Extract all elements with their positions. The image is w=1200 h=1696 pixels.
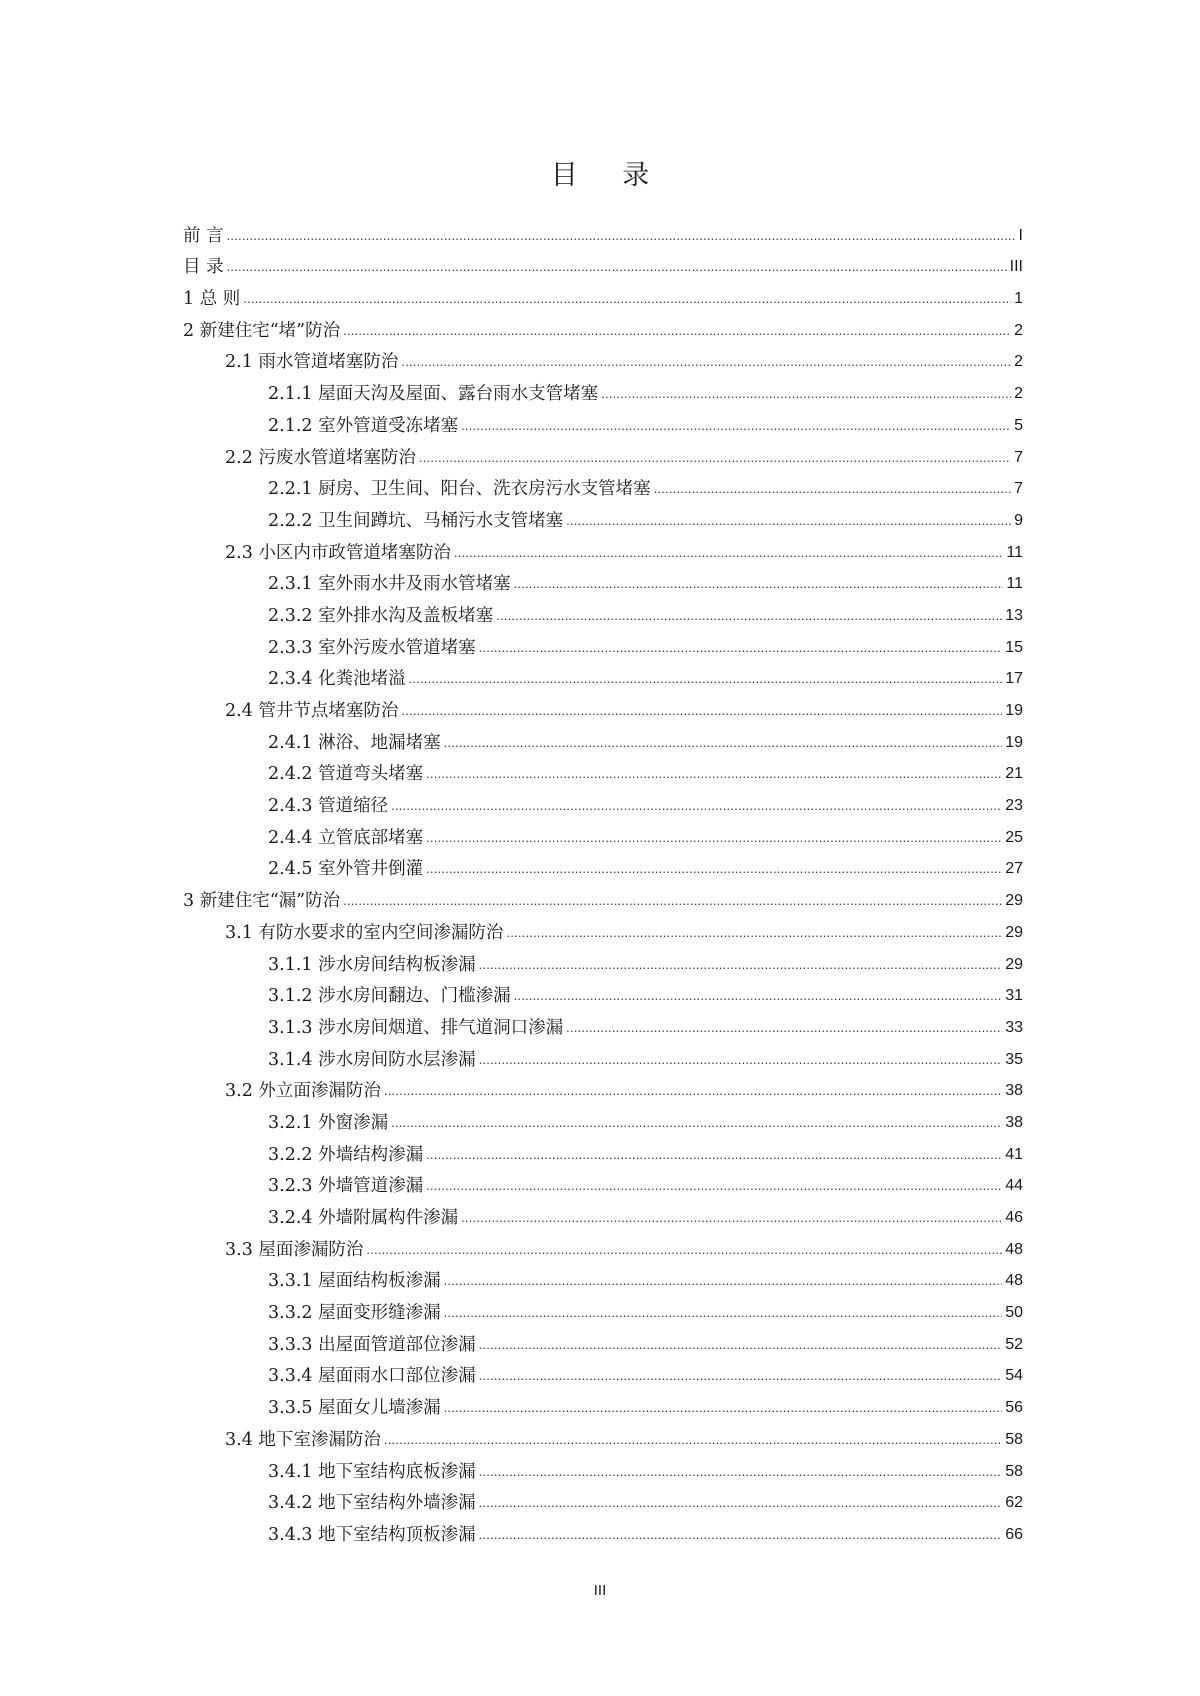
toc-entry-page: 21: [1005, 765, 1023, 783]
toc-entry-page: 29: [1005, 923, 1023, 941]
toc-entry[interactable]: [183, 881, 1023, 913]
toc-entry-title: 3.2.4 外墙附属构件渗漏: [268, 1208, 459, 1228]
toc-entry[interactable]: [183, 248, 1023, 280]
toc-dot-leader: [401, 350, 1011, 374]
toc-entry-title: 前 言: [183, 225, 224, 246]
toc-dot-leader: [514, 572, 1004, 596]
toc-dot-leader: [343, 889, 1002, 913]
toc-entry[interactable]: [183, 279, 1023, 311]
toc-entry-title: 3.4 地下室渗漏防治: [225, 1429, 381, 1450]
toc-entry-title: 2.4 管井节点堵塞防治: [225, 701, 399, 721]
toc-entry[interactable]: [183, 374, 1023, 406]
toc-entry-page: 33: [1005, 1018, 1023, 1036]
toc-entry[interactable]: [183, 1008, 1023, 1040]
toc-entry-page: III: [1009, 258, 1023, 276]
toc-dot-leader: [391, 794, 1002, 818]
toc-entry-title: 2.3.4 化粪池堵溢: [268, 669, 406, 690]
toc-dot-leader: [409, 667, 1003, 691]
toc-entry-title: 2.1.1 屋面天沟及屋面、露台雨水支管堵塞: [268, 384, 599, 405]
toc-dot-leader: [479, 1048, 1003, 1072]
toc-entry-page: 2: [1014, 321, 1023, 339]
toc-entry[interactable]: [183, 1135, 1023, 1167]
toc-entry[interactable]: [183, 311, 1023, 343]
page-title: 目 录: [550, 160, 668, 191]
toc-entry[interactable]: [183, 406, 1023, 438]
toc-entry[interactable]: [183, 501, 1023, 533]
toc-entry-title: 2.3.3 室外污废水管道堵塞: [268, 637, 476, 658]
toc-entry-title: 2.3.2 室外排水沟及盖板堵塞: [268, 605, 494, 626]
toc-entry-title: 2.4.2 管道弯头堵塞: [268, 764, 424, 785]
toc-entry[interactable]: [183, 1103, 1023, 1135]
toc-dot-leader: [479, 636, 1003, 660]
toc-dot-leader: [366, 1238, 1002, 1262]
toc-entry[interactable]: [183, 1072, 1023, 1104]
toc-entry-title: 3.2 外立面渗漏防治: [225, 1081, 381, 1102]
toc-dot-leader: [243, 287, 1011, 311]
toc-entry-title: 2.4.3 管道缩径: [268, 796, 389, 817]
toc-dot-leader: [461, 1206, 1002, 1230]
toc-entry-title: 3.1.3 涉水房间烟道、排气道洞口渗漏: [268, 1017, 564, 1038]
toc-entry-title: 2.2 污废水管道堵塞防治: [225, 447, 416, 468]
toc-entry-page: 46: [1005, 1209, 1023, 1226]
toc-entry-page: 13: [1005, 606, 1023, 624]
toc-entry-title: 3.3.1 屋面结构板渗漏: [268, 1271, 441, 1292]
toc-entry[interactable]: [183, 1388, 1023, 1420]
toc-entry-title: 3.3.4 屋面雨水口部位渗漏: [268, 1366, 476, 1387]
table-of-contents: [183, 216, 1023, 1547]
toc-dot-leader: [654, 477, 1012, 501]
toc-entry-title: 1 总 则: [183, 289, 241, 310]
toc-entry[interactable]: [183, 786, 1023, 818]
toc-entry-page: 54: [1005, 1367, 1023, 1385]
toc-entry[interactable]: [183, 1420, 1023, 1452]
toc-entry[interactable]: [183, 565, 1023, 597]
toc-entry-page: 19: [1005, 733, 1023, 751]
toc-entry-page: 29: [1005, 892, 1023, 910]
toc-entry-title: 3.4.1 地下室结构底板渗漏: [268, 1461, 476, 1482]
toc-entry-title: 3.1.2 涉水房间翻边、门槛渗漏: [268, 986, 511, 1007]
toc-entry-page: 17: [1005, 670, 1023, 688]
toc-entry-page: 23: [1005, 797, 1023, 815]
toc-entry[interactable]: [183, 1357, 1023, 1389]
toc-entry[interactable]: [183, 755, 1023, 787]
toc-entry-page: 48: [1005, 1240, 1023, 1258]
toc-dot-leader: [426, 1174, 1002, 1198]
toc-entry[interactable]: [183, 1230, 1023, 1262]
toc-dot-leader: [426, 826, 1002, 850]
toc-dot-leader: [391, 1111, 1002, 1135]
toc-entry-page: 58: [1005, 1430, 1023, 1448]
toc-entry-page: 11: [1006, 543, 1023, 561]
toc-dot-leader: [426, 1143, 1002, 1167]
toc-entry[interactable]: [183, 945, 1023, 977]
toc-entry[interactable]: [183, 596, 1023, 628]
toc-entry-page: 7: [1014, 480, 1023, 498]
toc-dot-leader: [227, 224, 1016, 248]
toc-entry-title: 2.2.1 厨房、卫生间、阳台、洗衣房污水支管堵塞: [268, 479, 651, 500]
toc-entry-title: 3.3.3 出屋面管道部位渗漏: [268, 1334, 476, 1355]
toc-entry-title: 2.3 小区内市政管道堵塞防治: [225, 542, 451, 563]
toc-entry[interactable]: [183, 977, 1023, 1009]
toc-entry-title: 3.2.1 外窗渗漏: [268, 1112, 389, 1133]
toc-entry-page: 66: [1005, 1525, 1023, 1543]
toc-dot-leader: [454, 541, 1003, 565]
toc-entry-title: 2.4.4 立管底部堵塞: [268, 827, 424, 848]
toc-dot-leader: [426, 762, 1002, 786]
toc-entry-page: 58: [1005, 1462, 1023, 1480]
toc-entry-page: 41: [1005, 1145, 1023, 1163]
toc-dot-leader: [479, 953, 1003, 977]
toc-entry-page: 50: [1005, 1304, 1023, 1322]
toc-dot-leader: [401, 699, 1002, 723]
toc-entry-page: 1: [1014, 290, 1023, 308]
toc-entry[interactable]: [183, 470, 1023, 502]
toc-entry[interactable]: [183, 438, 1023, 470]
toc-entry[interactable]: [183, 343, 1023, 375]
toc-entry-page: 9: [1014, 511, 1023, 529]
toc-entry-page: 2: [1014, 353, 1023, 371]
toc-entry[interactable]: [183, 691, 1023, 723]
toc-dot-leader: [444, 1396, 1003, 1420]
toc-entry[interactable]: [183, 818, 1023, 850]
toc-entry-page: 15: [1005, 638, 1023, 656]
toc-entry-page: 31: [1005, 987, 1023, 1005]
toc-entry-page: 27: [1005, 860, 1023, 878]
toc-entry-title: 3.2.3 外墙管道渗漏: [268, 1176, 424, 1197]
toc-entry-page: 25: [1005, 828, 1023, 846]
toc-entry-title: 目 录: [183, 257, 224, 278]
toc-entry-page: 56: [1005, 1399, 1023, 1417]
toc-entry[interactable]: [183, 1293, 1023, 1325]
toc-dot-leader: [461, 414, 1011, 438]
toc-entry[interactable]: [183, 913, 1023, 945]
page-number: III: [593, 1582, 607, 1599]
toc-entry[interactable]: [183, 1484, 1023, 1516]
toc-dot-leader: [444, 731, 1003, 755]
toc-dot-leader: [479, 1333, 1003, 1357]
toc-dot-leader: [444, 1269, 1003, 1293]
toc-dot-leader: [506, 921, 1002, 945]
toc-entry[interactable]: [183, 1167, 1023, 1199]
toc-entry[interactable]: [183, 1040, 1023, 1072]
toc-dot-leader: [566, 509, 1011, 533]
toc-entry[interactable]: [183, 1198, 1023, 1230]
toc-entry-title: 2.4.5 室外管井倒灌: [268, 859, 424, 880]
toc-entry-title: 3.1 有防水要求的室内空间渗漏防治: [225, 922, 504, 943]
toc-entry[interactable]: [183, 660, 1023, 692]
toc-entry[interactable]: [183, 628, 1023, 660]
toc-entry-page: 38: [1005, 1082, 1023, 1100]
toc-entry-page: 19: [1005, 702, 1023, 719]
toc-entry-page: 44: [1005, 1177, 1023, 1195]
toc-entry[interactable]: [183, 723, 1023, 755]
toc-entry-page: 2: [1014, 385, 1023, 403]
toc-entry-page: 5: [1014, 416, 1023, 434]
toc-dot-leader: [426, 857, 1002, 881]
toc-entry[interactable]: [183, 1452, 1023, 1484]
toc-entry-title: 2.2.2 卫生间蹲坑、马桶污水支管堵塞: [268, 510, 564, 531]
toc-entry-page: 52: [1005, 1335, 1023, 1353]
toc-entry[interactable]: [183, 216, 1023, 248]
toc-dot-leader: [479, 1491, 1003, 1515]
toc-entry-page: 62: [1005, 1494, 1023, 1512]
toc-entry-title: 3.3.5 屋面女儿墙渗漏: [268, 1398, 441, 1419]
toc-dot-leader: [479, 1523, 1003, 1547]
toc-entry[interactable]: [183, 850, 1023, 882]
toc-entry-title: 3.4.3 地下室结构顶板渗漏: [268, 1524, 476, 1545]
toc-dot-leader: [444, 1301, 1003, 1325]
toc-entry-title: 2.4.1 淋浴、地漏堵塞: [268, 732, 441, 753]
toc-entry-title: 3.3.2 屋面变形缝渗漏: [268, 1303, 441, 1324]
toc-dot-leader: [479, 1460, 1003, 1484]
toc-dot-leader: [601, 382, 1011, 406]
toc-dot-leader: [384, 1079, 1002, 1103]
toc-entry-page: 7: [1014, 448, 1023, 466]
toc-entry[interactable]: [183, 1515, 1023, 1547]
toc-entry-title: 2.1 雨水管道堵塞防治: [225, 352, 399, 373]
toc-entry-title: 2 新建住宅“堵”防治: [183, 320, 341, 341]
toc-entry-title: 3.3 屋面渗漏防治: [225, 1239, 364, 1260]
toc-dot-leader: [343, 319, 1011, 343]
toc-dot-leader: [479, 1364, 1003, 1388]
toc-dot-leader: [419, 446, 1011, 470]
toc-dot-leader: [227, 255, 1007, 279]
toc-entry-page: 29: [1005, 955, 1023, 973]
toc-entry-title: 3 新建住宅“漏”防治: [183, 891, 341, 912]
toc-entry[interactable]: [183, 1262, 1023, 1294]
toc-dot-leader: [514, 984, 1003, 1008]
toc-entry-page: 48: [1005, 1272, 1023, 1290]
toc-entry-title: 2.3.1 室外雨水井及雨水管堵塞: [268, 574, 511, 595]
toc-entry-page: 35: [1005, 1050, 1023, 1068]
toc-entry-page: 11: [1006, 575, 1023, 593]
toc-dot-leader: [566, 1016, 1002, 1040]
toc-entry-page: 38: [1005, 1113, 1023, 1131]
toc-entry[interactable]: [183, 1325, 1023, 1357]
toc-entry-title: 3.1.4 涉水房间防水层渗漏: [268, 1049, 476, 1070]
toc-entry-page: I: [1018, 226, 1023, 244]
toc-entry-title: 3.4.2 地下室结构外墙渗漏: [268, 1493, 476, 1514]
toc-entry-title: 3.2.2 外墙结构渗漏: [268, 1144, 424, 1165]
toc-dot-leader: [384, 1428, 1002, 1452]
toc-entry-title: 3.1.1 涉水房间结构板渗漏: [268, 954, 476, 975]
toc-dot-leader: [496, 604, 1002, 628]
toc-entry-title: 2.1.2 室外管道受冻堵塞: [268, 415, 459, 436]
toc-entry[interactable]: [183, 533, 1023, 565]
